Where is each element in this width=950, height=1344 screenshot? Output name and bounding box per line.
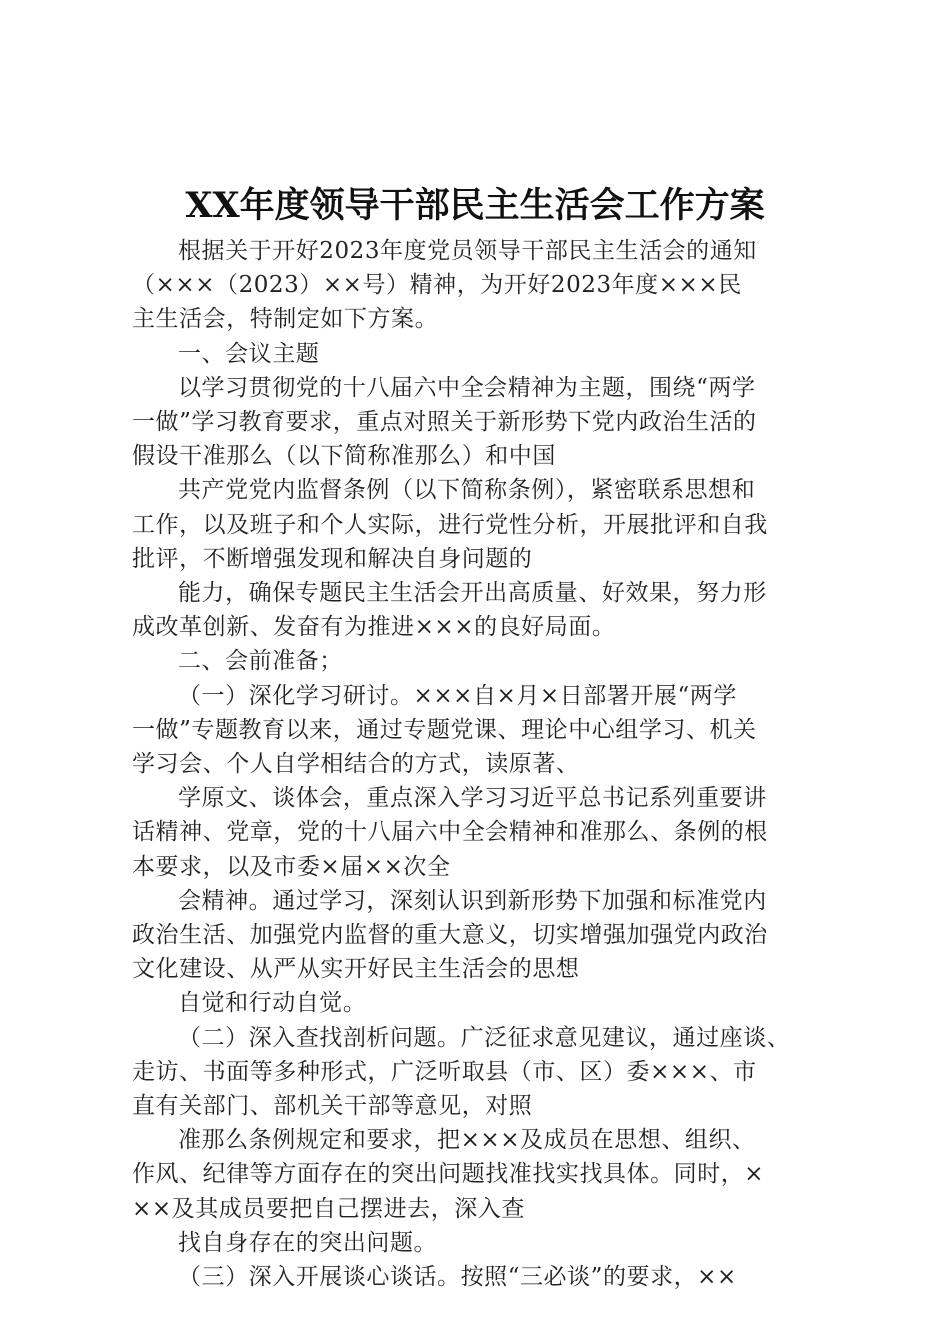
paragraph-study-continued [132, 781, 832, 884]
text-line: 工作，以及班子和个人实际，进行党性分析，开展批评和自我 [132, 511, 768, 538]
text-line: 主生活会，特制定如下方案。 [132, 306, 439, 333]
paragraph-theme [132, 371, 832, 474]
text-line: 二、会前准备； [178, 648, 343, 675]
paragraph-problems-ending [132, 1226, 832, 1260]
section-heading-meeting-theme [132, 337, 832, 371]
paragraph-theme-continued [132, 473, 832, 576]
text-line: 一做”专题教育以来，通过专题党课、理论中心组学习、机关 [132, 716, 757, 743]
paragraph-problems [132, 1021, 832, 1124]
text-line: 共产党党内监督条例（以下简称条例），紧密联系思想和 [178, 477, 756, 504]
text-line: 会精神。通过学习，深刻认识到新形势下加强和标准党内 [178, 887, 767, 914]
text-line: 学习会、个人自学相结合的方式，读原著、 [132, 751, 580, 778]
text-line: 话精神、党章，党的十八届六中全会精神和准那么、条例的根 [132, 819, 768, 846]
text-line: 准那么条例规定和要求，把×××及成员在思想、组织、 [178, 1127, 756, 1154]
text-line: （×××（2023）××号）精神，为开好2023年度×××民 [132, 272, 742, 299]
text-line: 本要求，以及市委×届××次全 [132, 853, 451, 880]
paragraph-heart-to-heart [132, 1260, 832, 1294]
text-line: 批评，不断增强发现和解决自身问题的 [132, 545, 533, 572]
text-line: 自觉和行动自觉。 [178, 990, 367, 1017]
paragraph-problems-continued [132, 1123, 832, 1226]
text-line: 能力，确保专题民主生活会开出高质量、好效果，努力形 [178, 580, 767, 607]
text-line: 学原文、谈体会，重点深入学习习近平总书记系列重要讲 [178, 785, 767, 812]
text-line: 走访、书面等多种形式，广泛听取县（市、区）委×××、市 [132, 1058, 757, 1085]
text-line: （二）深入查找剖析问题。广泛征求意见建议，通过座谈、 [178, 1024, 791, 1051]
paragraph-study-ending [132, 986, 832, 1020]
paragraph-study [132, 679, 832, 782]
document-body [132, 234, 832, 1294]
text-line: 文化建设、从严从实开好民主生活会的思想 [132, 956, 580, 983]
text-line: （三）深入开展谈心谈话。按照“三必谈”的要求，×× [178, 1264, 737, 1291]
text-line: （一）深化学习研讨。×××自×月×日部署开展“两学 [178, 682, 737, 709]
text-line: 一、会议主题 [178, 340, 320, 367]
document-title: XX年度领导干部民主生活会工作方案 [185, 185, 765, 226]
text-line: 以学习贯彻党的十八届六中全会精神为主题，围绕“两学 [178, 374, 756, 401]
text-line: 作风、纪律等方面存在的突出问题找准找实找具体。同时，× [132, 1161, 765, 1188]
paragraph-theme-ending [132, 576, 832, 644]
text-line: 成改革创新、发奋有为推进×××的良好局面。 [132, 614, 616, 641]
text-line: ××及其成员要把自己摆进去，深入查 [132, 1195, 525, 1222]
text-line: 一做”学习教育要求，重点对照关于新形势下党内政治生活的 [132, 409, 757, 436]
section-heading-preparation [132, 644, 832, 678]
text-line: 直有关部门、部机关干部等意见，对照 [132, 1093, 533, 1120]
text-line: 假设干准那么（以下简称准那么）和中国 [132, 443, 556, 470]
text-line: 找自身存在的突出问题。 [178, 1229, 438, 1256]
paragraph-study-significance [132, 884, 832, 987]
text-line: 政治生活、加强党内监督的重大意义，切实增强加强党内政治 [132, 922, 768, 949]
paragraph-intro [132, 234, 832, 337]
text-line: 根据关于开好2023年度党员领导干部民主生活会的通知 [178, 238, 757, 264]
